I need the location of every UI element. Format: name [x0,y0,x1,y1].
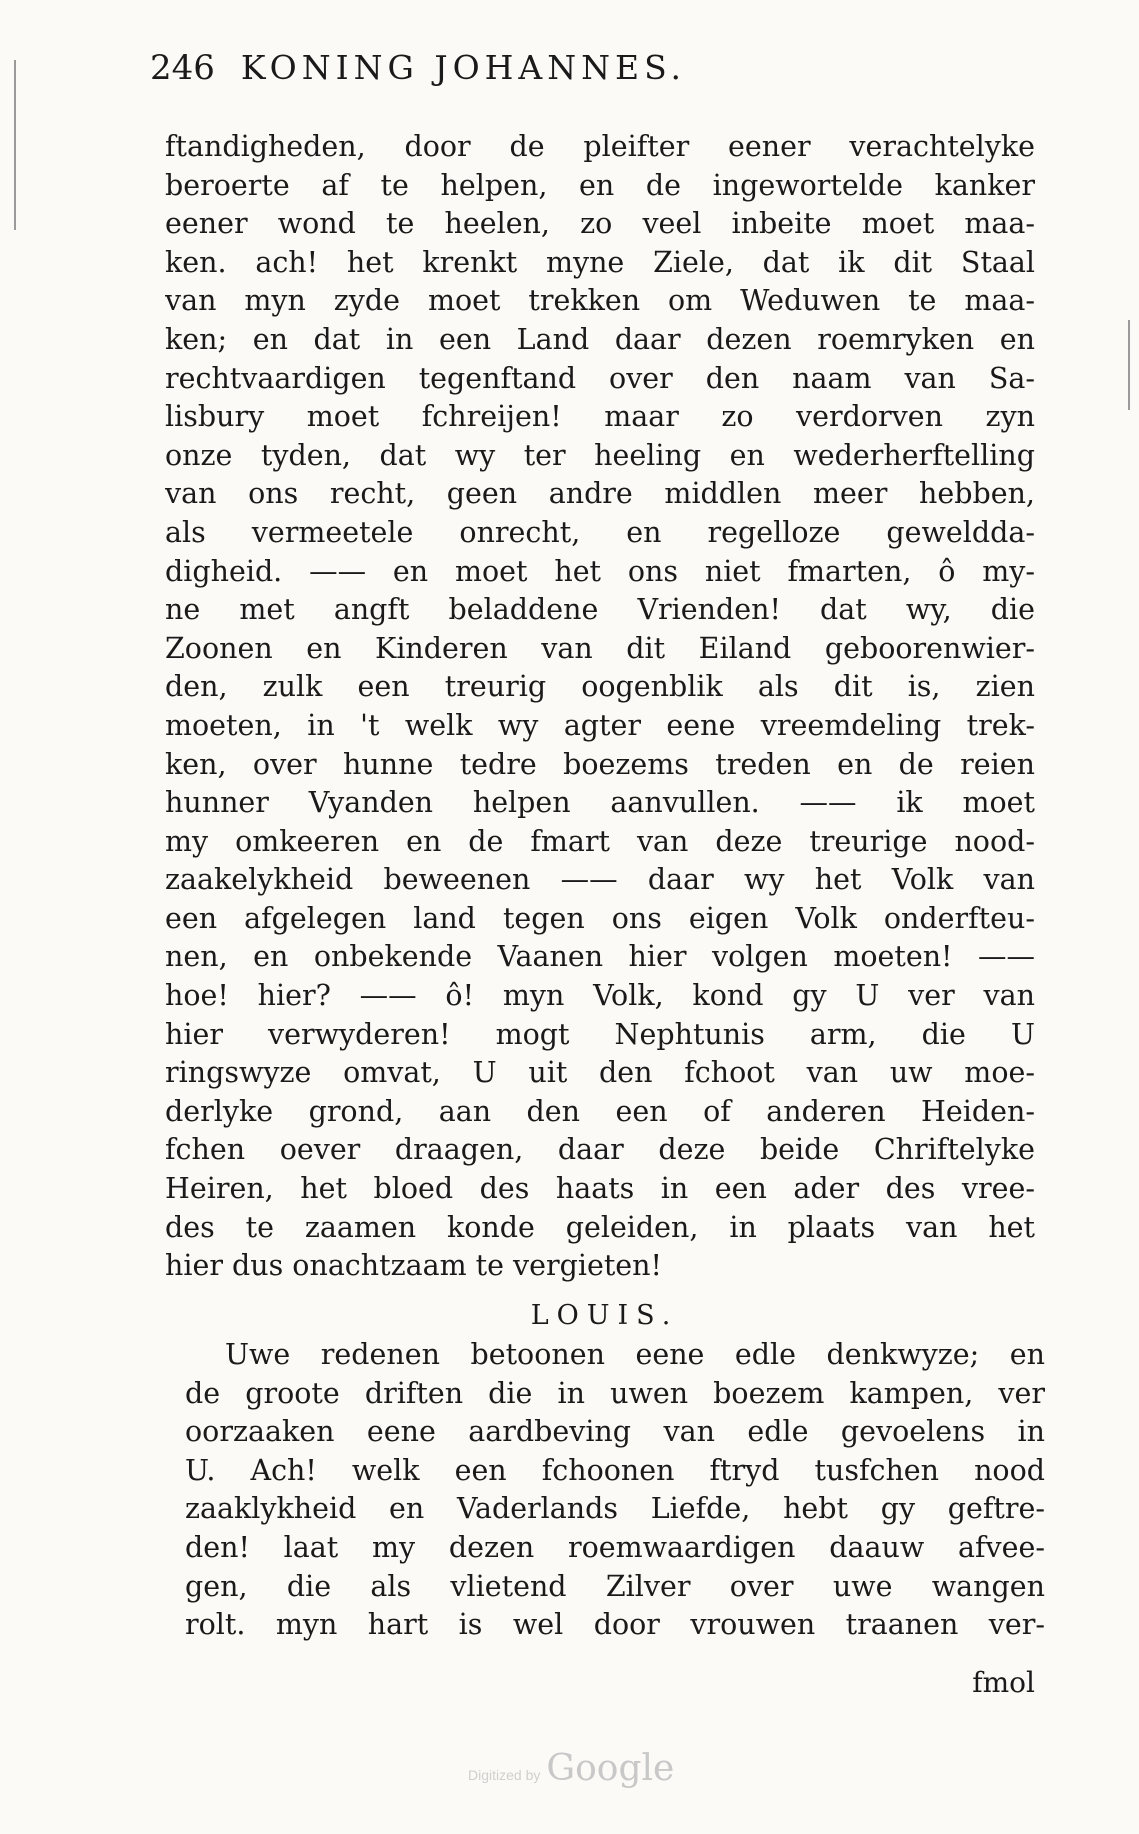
text-line: ftandigheden, door de pleifter eener verachtelyke [165,130,1035,163]
margin-scan-mark [1128,320,1130,410]
text-line: gen, die als vlietend Zilver over uwe wangen [185,1569,1045,1603]
body-text [165,128,1035,1286]
text-line: de groote driften die in uwen boezem kampen, ver [185,1376,1045,1410]
text-line: ken; en dat in een Land daar dezen roemryken en [165,322,1035,356]
text-line: als vermeetele onrecht, en regelloze gewelddа- [165,515,1035,549]
text-line: zaaklykheid en Vaderlands Liefde, hebt gy geftre- [185,1492,1045,1526]
text-line: ne met angft beladdene Vrienden! dat wy, die [165,593,1035,627]
text-line: hunner Vyanden helpen aanvullen. —— ik moet [165,786,1035,820]
text-line: rechtvaardigen tegenftand over den naam van Sa- [165,361,1035,395]
margin-scan-mark [14,60,16,230]
text-line: U. Ach! welk een fchoonen ftryd tusfchen nood [185,1453,1045,1487]
text-line: Uwe redenen betoonen eene edle denkwyze; en [225,1338,1045,1371]
speaker-name: LOUIS. [530,1300,679,1331]
text-line: rolt. myn hart is wel door vrouwen traanen ver- [185,1608,1045,1642]
text-line: eener wond te heelen, zo veel inbeite moet maa- [165,207,1035,241]
google-logo: Google [546,1748,675,1789]
text-line: van ons recht, geen andre middlen meer hebben, [165,477,1035,511]
text-line: hier verwyderen! mogt Nephtunis arm, die U [165,1017,1035,1051]
speaker-heading [0,1300,1139,1331]
text-line: onze tyden, dat wy ter heeling en wederherftelling [165,438,1035,472]
text-line: nen, en onbekende Vaanen hier volgen moeten! —— [165,940,1035,974]
text-line: moeten, in 't welk wy agter eene vreemdeling trek- [165,708,1035,742]
catchword: fmol [972,1666,1035,1699]
text-line: den! laat my dezen roemwaardigen daauw afvee- [185,1530,1045,1564]
text-line: zaakelykheid beweenen —— daar wy het Volk van [165,863,1035,897]
text-line: een afgelegen land tegen ons eigen Volk onderfteu- [165,901,1035,935]
text-line: derlyke grond, aan den een of anderen Heiden- [165,1094,1035,1128]
text-line: Zoonen en Kinderen van dit Eiland geboorenwier- [165,631,1035,665]
text-line: ken, over hunne tedre boezems treden en de reien [165,747,1035,781]
text-line: beroerte af te helpen, en de ingewortelde kanker [165,168,1035,202]
text-line: ringswyze omvat, U uit den fchoot van uw moe- [165,1056,1035,1090]
text-line: hoe! hier? —— ô! myn Volk, kond gy U ver van [165,979,1035,1013]
text-line: digheid. —— en moet het ons niet fmarten, ô my- [165,554,1035,588]
page-header [150,48,870,98]
text-line: des te zaamen konde geleiden, in plaats van het [165,1210,1035,1244]
speech-text [185,1336,1045,1645]
text-line: hier dus onachtzaam te vergieten! [165,1249,662,1283]
running-head: KONING JOHANNES. [240,48,687,87]
text-line: my omkeeren en de fmart van deze treurige nood- [165,824,1035,858]
text-line: lisbury moet fchreijen! maar zo verdorven zyn [165,400,1035,434]
text-line: van myn zyde moet trekken om Weduwen te maa- [165,284,1035,318]
text-line: fchen oever draagen, daar deze beide Chriftelyke [165,1133,1035,1167]
page-number: 246 [150,48,215,88]
watermark-caption: Digitized by [468,1767,541,1783]
text-line: den, zulk een treurig oogenblik als dit is, zien [165,670,1035,704]
text-line: Heiren, het bloed des haats in een ader des vree- [165,1172,1035,1206]
digitized-watermark [468,1748,674,1789]
text-line: ken. ach! het krenkt myne Ziele, dat ik dit Staal [165,245,1035,279]
text-line: oorzaaken eene aardbeving van edle gevoelens in [185,1415,1045,1449]
